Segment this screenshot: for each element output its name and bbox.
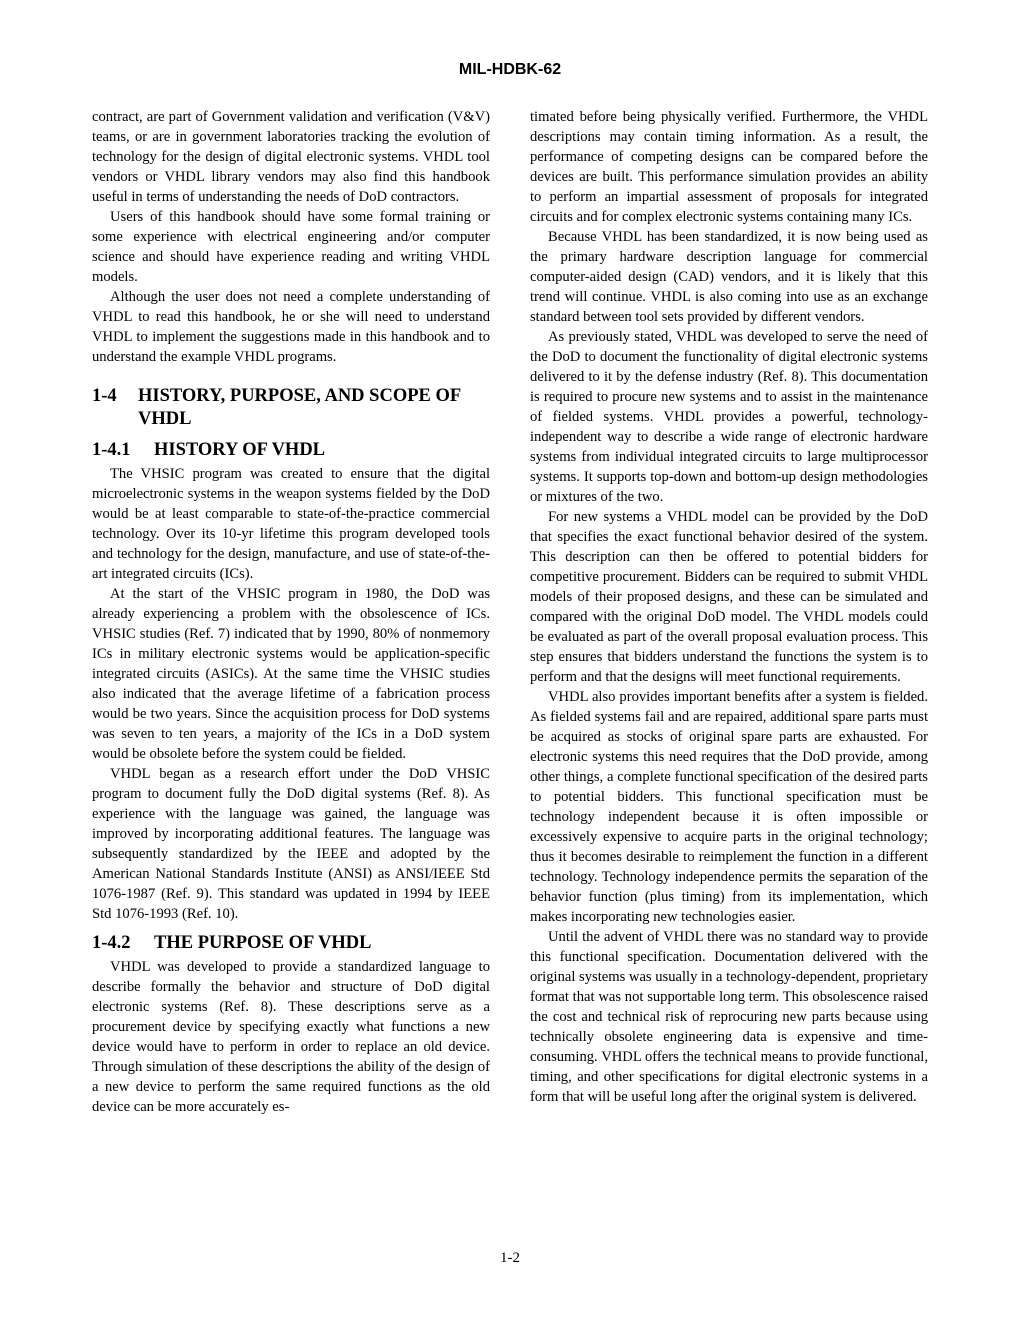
paragraph: VHDL began as a research effort under the DoD VHSIC program to document fully the DoD digital systems (Ref. 8). As experience with the language was gained, the language was improved by incorporating additional features. The language was subsequently standardized by the IEEE and adopted by the American National Standards Institute (ANSI) as ANSI/IEEE Std 1076-1987 (Ref. 9). This standard was updated in 1994 by IEEE Std 1076-1993 (Ref. 10). (92, 766, 490, 922)
paragraph: At the start of the VHSIC program in 1980, the DoD was already experiencing a problem with the obsolescence of ICs. VHSIC studies (Ref. 7) indicated that by 1990, 80% of nonmemory ICs in military electronic systems would be application-specific integrated circuits (ASICs). At the same time the VHSIC studies also indicated that the average lifetime of a fabrication process would be two years. Since the acquisition process for DoD systems was seven to ten years, a majority of the ICs in a DoD system would be obsolete before the system could be fielded. (92, 586, 490, 762)
paragraph: VHDL was developed to provide a standardized language to describe formally the behavior and structure of DoD digital electronic systems (Ref. 8). These descriptions serve as a procurement device by specifying exactly what functions a new device would have to perform in order to replace an old device. Through simulation of these descriptions the ability of the design of a new device to perform the same required functions as the old device can be more accurately es- (92, 959, 490, 1115)
paragraph: Although the user does not need a complete understanding of VHDL to read this handbook, he or she will need to understand VHDL to implement the suggestions made in this handbook and to understand the example VHDL programs. (92, 289, 490, 365)
section-title: HISTORY, PURPOSE, AND SCOPE OF VHDL (138, 386, 461, 429)
section-number: 1-4.1 (92, 440, 131, 460)
section-heading-1-4 (92, 385, 490, 431)
section-number: 1-4.2 (92, 933, 131, 953)
section-title: HISTORY OF VHDL (154, 440, 326, 460)
section-title: THE PURPOSE OF VHDL (154, 933, 372, 953)
right-column (530, 107, 928, 1107)
paragraph: contract, are part of Government validation and verification (V&V) teams, or are in government laboratories tracking the evolution of technology for the design of digital electronic systems. VHDL tool vendors or VHDL library vendors may also find this handbook useful in terms of understanding the needs of DoD contractors. (92, 109, 490, 205)
paragraph: As previously stated, VHDL was developed to serve the need of the DoD to document the functionality of digital electronic systems delivered to it by the defense industry (Ref. 8). This documentation is required to procure new systems and to assist in the maintenance of fielded systems. VHDL provides a powerful, technology-independent way to describe a wide range of electronic hardware systems from individual integrated circuits to large multiprocessor systems. It supports top-down and bottom-up design methodologies or mixtures of the two. (530, 329, 928, 505)
section-heading-1-4-2 (92, 931, 490, 955)
page-header: MIL-HDBK-62 (458, 61, 562, 78)
page-number: 1-2 (500, 1250, 520, 1266)
paragraph: timated before being physically verified. Furthermore, the VHDL descriptions may contain timing information. As a result, the performance of competing designs can be compared before the devices are built. This performance simulation provides an ability to perform an impartial assessment of proposals for integrated circuits and for complex electronic systems containing many ICs. (530, 109, 928, 225)
paragraph: VHDL also provides important benefits after a system is fielded. As fielded systems fail and are repaired, additional spare parts must be acquired as stocks of original spare parts are exhausted. For electronic systems this need requires that the DoD provide, among other things, a complete functional specification of the desired parts to potential bidders. This functional specification must be technology independent because it is often impossible or excessively expensive to acquire parts in the original technology; thus it becomes desirable to reimplement the function in a different technology. Technology independence permits the separation of the behavior function (plus timing) from its implementation, which makes incorporating new technologies easier. (530, 689, 928, 925)
paragraph: Until the advent of VHDL there was no standard way to provide this functional specification. Documentation delivered with the original systems was usually in a technology-dependent, proprietary format that was not supportable long term. This obsolescence raised the cost and technical risk of reprocuring new parts because using technically obsolete engineering data is expensive and time-consuming. VHDL offers the technical means to provide functional, timing, and other specifications for digital electronic systems in a form that will be useful long after the original system is delivered. (530, 929, 928, 1105)
paragraph: The VHSIC program was created to ensure that the digital microelectronic systems in the weapon systems fielded by the DoD would be at least comparable to state-of-the-practice commercial technology. Over its 10-yr lifetime this program developed tools and technology for the design, manufacture, and use of state-of-the-art integrated circuits (ICs). (92, 466, 490, 582)
paragraph: For new systems a VHDL model can be provided by the DoD that specifies the exact functional behavior desired of the system. This description can then be offered to potential bidders for competitive procurement. Bidders can be required to submit VHDL models of their proposed designs, and these can be simulated and compared with the original DoD model. The VHDL models could be evaluated as part of the overall proposal evaluation process. This step ensures that bidders understand the functions the system is to perform and that the designs will meet functional requirements. (530, 509, 928, 685)
paragraph: Because VHDL has been standardized, it is now being used as the primary hardware description language for commercial computer-aided design (CAD) vendors, and it is likely that this trend will continue. VHDL is also coming into use as an exchange standard between tool sets provided by different vendors. (530, 229, 928, 325)
left-column (92, 107, 490, 1117)
section-number: 1-4 (92, 386, 117, 406)
paragraph: Users of this handbook should have some formal training or some experience with electrical engineering and/or computer science and should have experience reading and writing VHDL models. (92, 209, 490, 285)
section-heading-1-4-1 (92, 438, 490, 462)
